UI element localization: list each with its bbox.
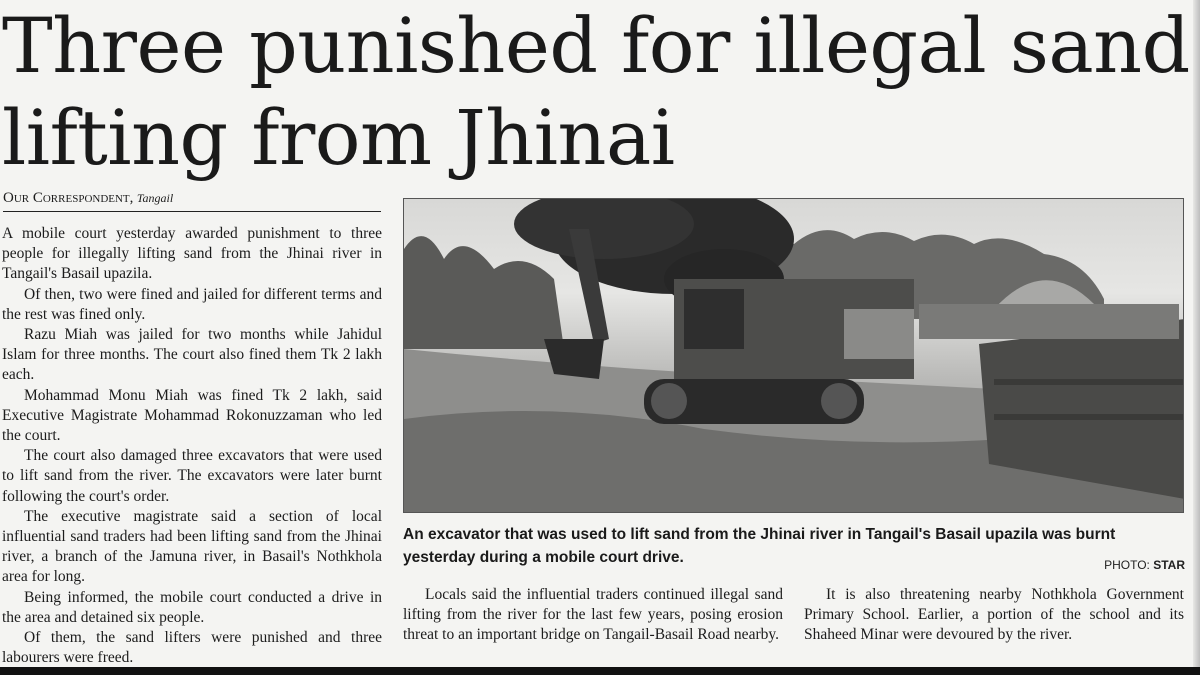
paragraph: The executive magistrate said a section of local influential sand traders had been lifting sand from the Jhinai river, a branch of the Jamuna river, in Basail's Nothkhola area for long. [2, 507, 382, 586]
paragraph: A mobile court yesterday awarded punishment to three people for illegally lifting sand from the Jhinai river in Tangail's Basail upazila. [2, 225, 382, 283]
news-photo [403, 198, 1184, 513]
article-column-2 [403, 585, 783, 646]
bottom-border [0, 667, 1200, 675]
byline-author: Our Correspondent, [3, 190, 134, 206]
paragraph: Of then, two were fined and jailed for different terms and the rest was fined only. [2, 285, 382, 323]
headline: Three punished for illegal sand lifting from Jhinai [2, 1, 1190, 182]
byline-location: Tangail [136, 191, 174, 205]
paragraph: Of them, the sand lifters were punished and three labourers were freed. [2, 629, 382, 667]
photo-caption: An excavator that was used to lift sand from the Jhinai river in Tangail's Basail upazila was burnt yesterday during a mobile court drive. [403, 526, 1116, 566]
byline [3, 190, 381, 212]
paragraph: Mohammad Monu Miah was fined Tk 2 lakh, said Executive Magistrate Mohammad Rokonuzzaman who led the court. [2, 386, 382, 445]
article-column-1 [2, 224, 382, 668]
paragraph: The court also damaged three excavators that were used to lift sand from the river. The excavators were later burnt following the court's order. [2, 447, 382, 505]
burning-excavator-image [404, 199, 1184, 513]
page-edge [1193, 0, 1200, 667]
paragraph: Razu Miah was jailed for two months while Jahidul Islam for three months. The court also fined them Tk 2 lakh each. [2, 326, 382, 384]
photo-credit-source: STAR [1153, 558, 1185, 572]
photo-credit [1040, 558, 1185, 572]
paragraph: Locals said the influential traders continued illegal sand lifting from the river for the last few years, posing erosion threat to an important bridge on Tangail-Basail Road nearby. [403, 586, 783, 644]
article-column-3 [804, 585, 1184, 646]
photo-credit-label: PHOTO: [1104, 558, 1150, 572]
paragraph: It is also threatening nearby Nothkhola Government Primary School. Earlier, a portion of the school and its Shaheed Minar were devoured by the river. [804, 586, 1184, 644]
paragraph: Being informed, the mobile court conducted a drive in the area and detained six people. [2, 588, 382, 626]
